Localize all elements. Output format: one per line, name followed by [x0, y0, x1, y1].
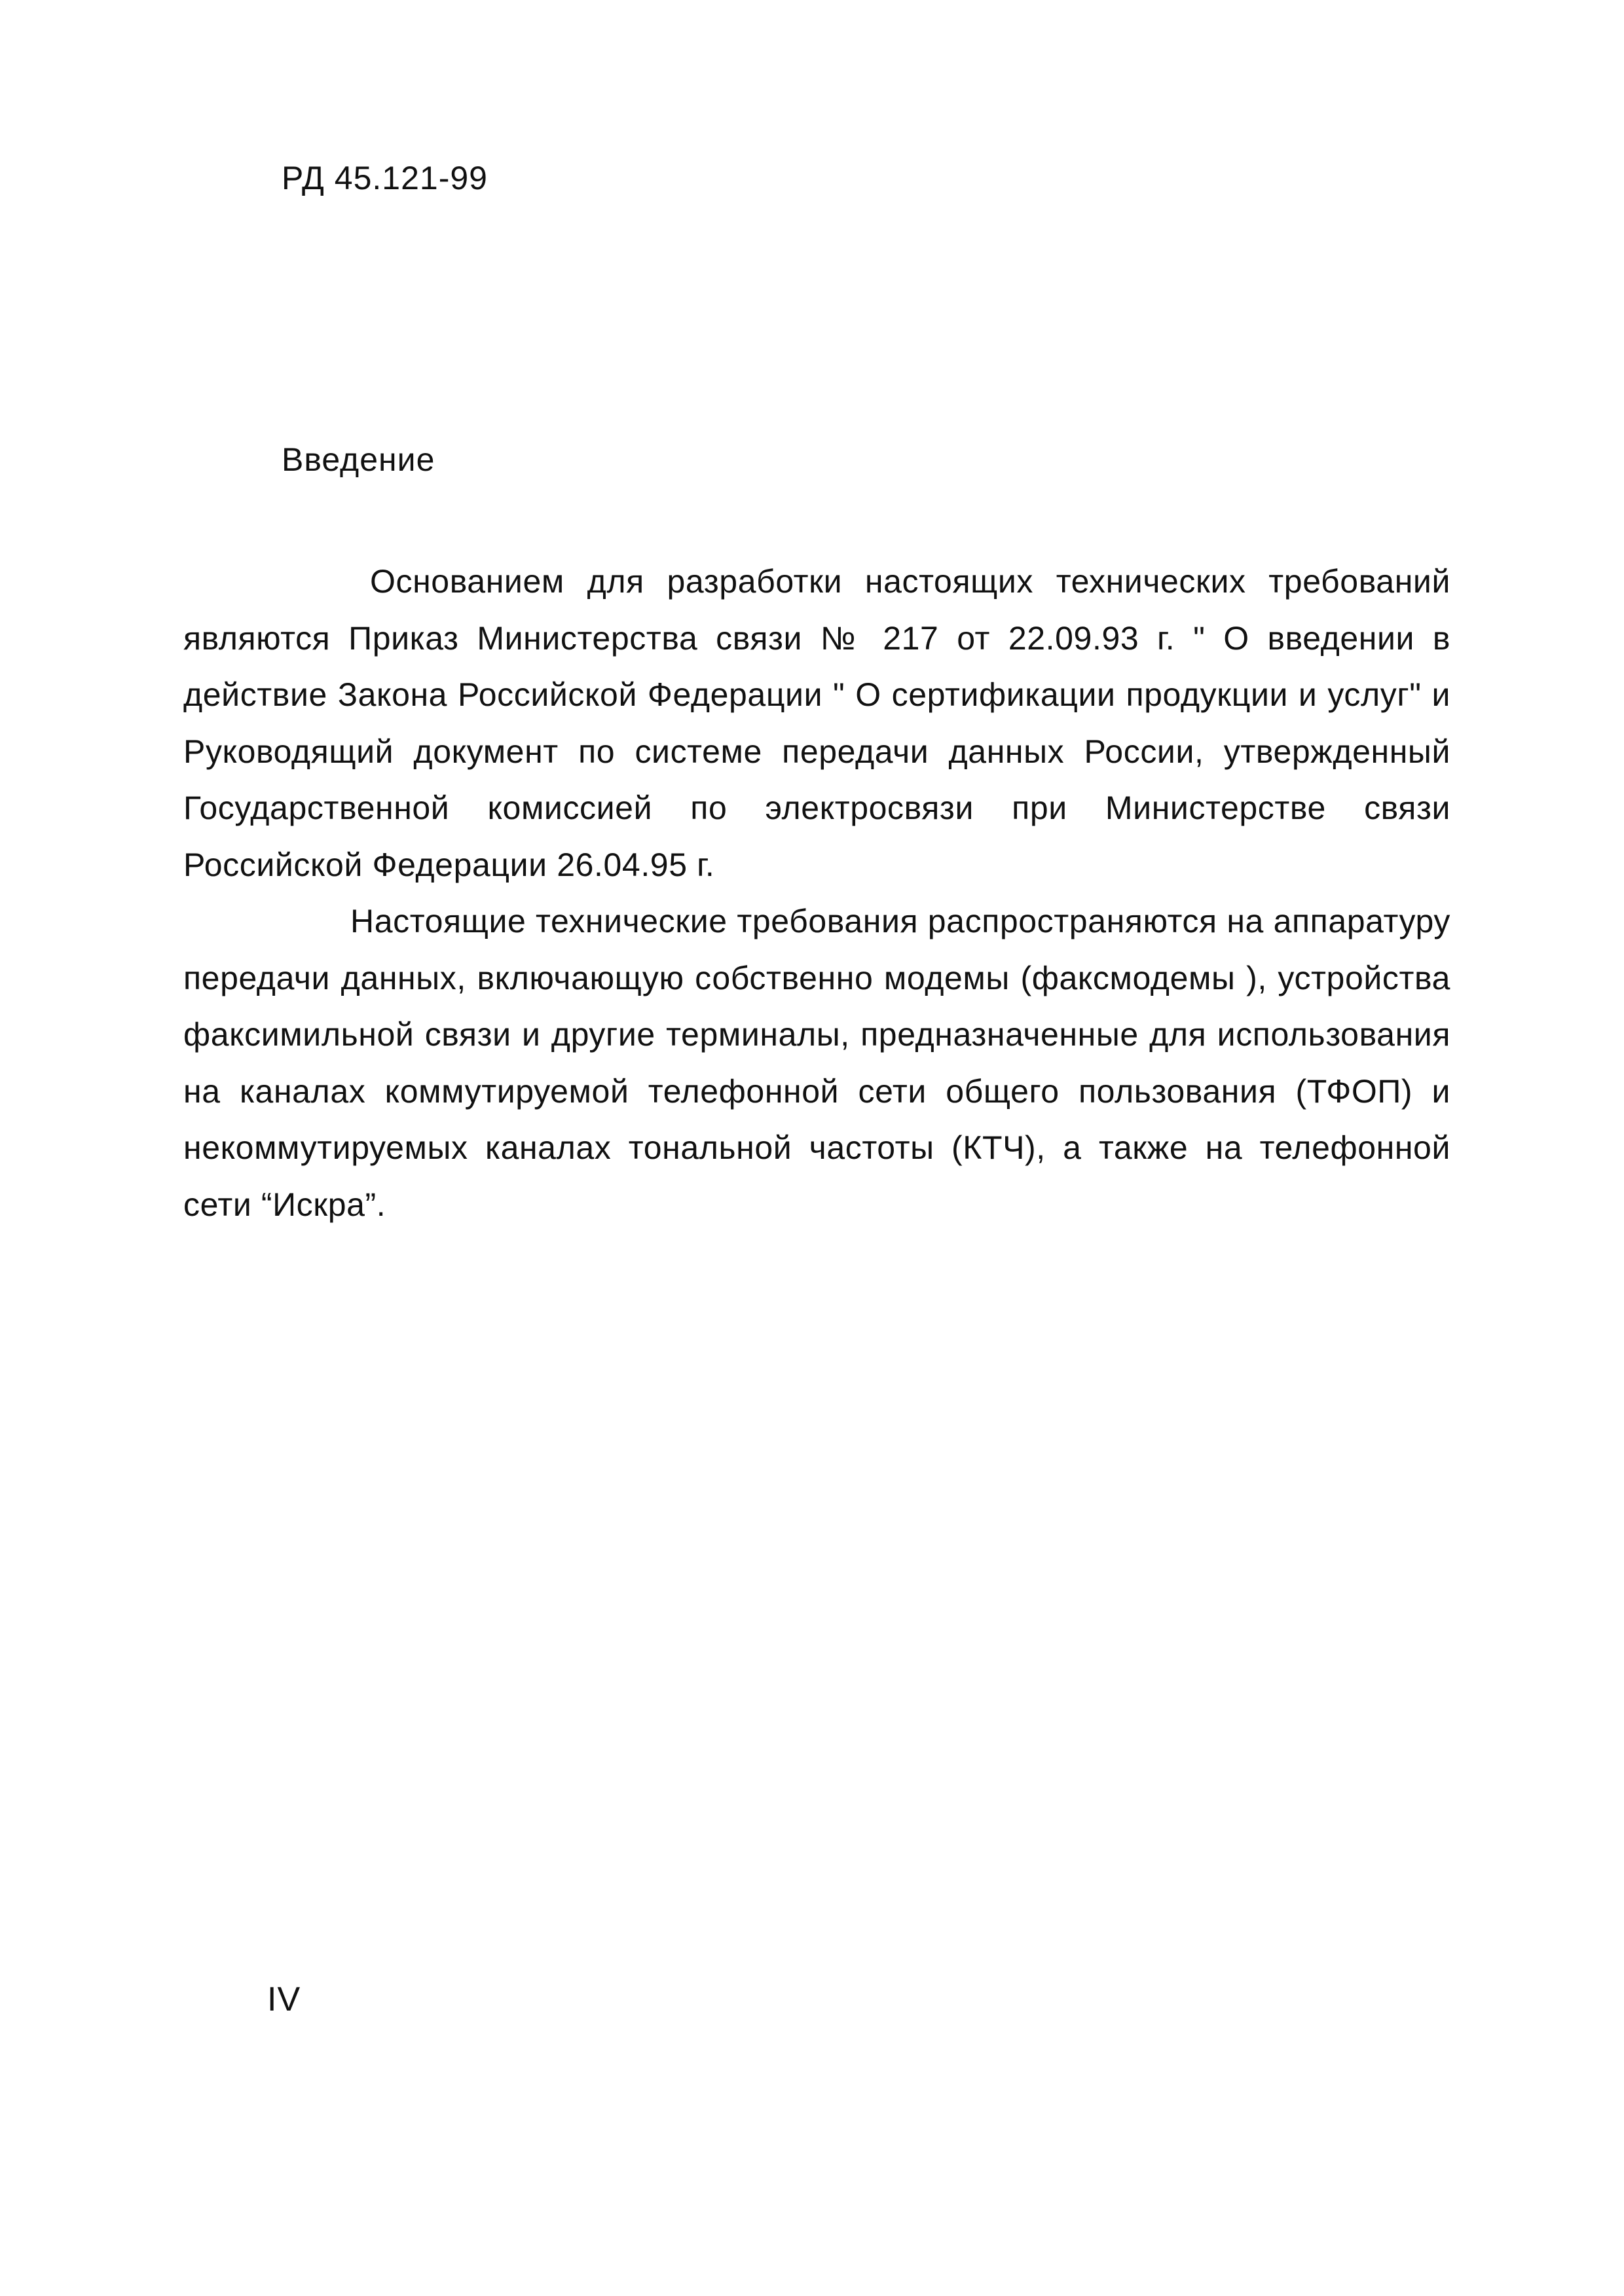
body-text [183, 553, 1450, 1233]
paragraph-basis: Основанием для разработки настоящих технических требований являются Приказ Министерства связи № 217 от 22.09.93 г. " О введении в действие Закона Российской Федерации " О сертификации продукции и услуг" и Руководящий документ по системе передачи данных России, утвержденный Государственной комиссией по электросвязи при Министерстве связи Российской Федерации 26.04.95 г. [183, 563, 1450, 883]
paragraph-scope: Настоящие технические требования распространяются на аппаратуру передачи данных, включающую собственно модемы (факсмодемы ), устройства факсимильной связи и другие терминалы, предназначенные для использования на каналах коммутируемой телефонной сети общего пользования (ТФОП) и некоммутируемых каналах тональной частоты (КТЧ), а также на телефонной сети “Искра”. [183, 903, 1450, 1223]
document-code: РД 45.121-99 [282, 160, 488, 196]
page-number: IV [267, 1980, 301, 2018]
section-title: Введение [282, 441, 435, 478]
